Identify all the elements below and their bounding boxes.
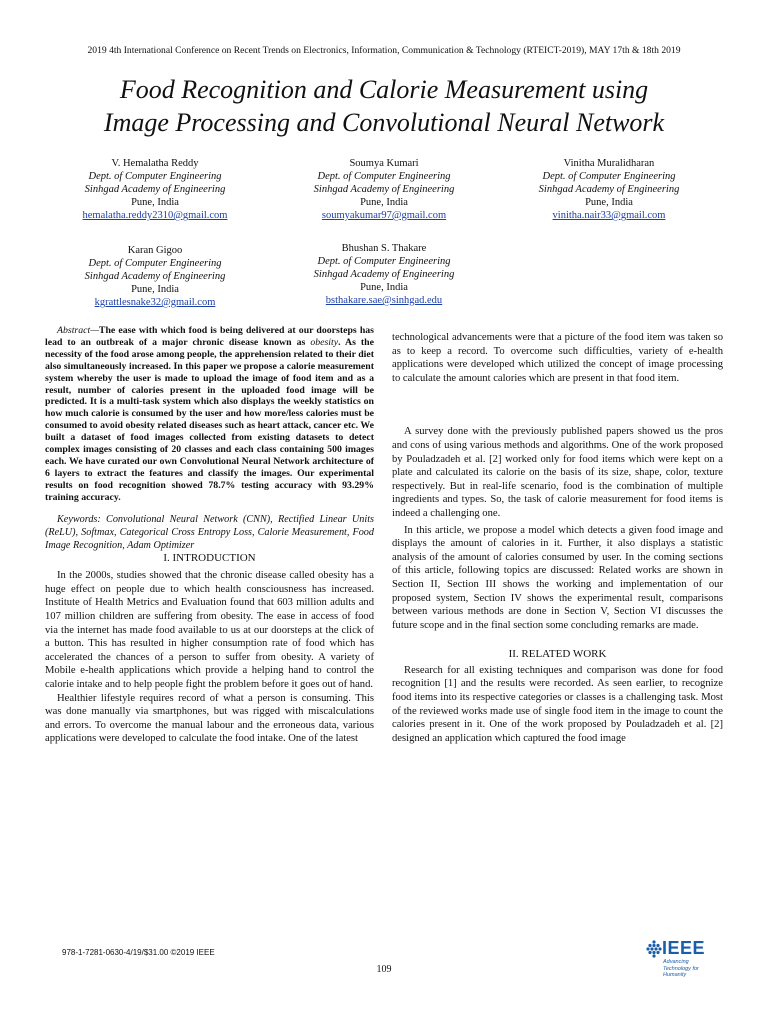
right-paragraph-2: A survey done with the previously published papers showed us the pros and cons of using various methods and algorithms. One of the work proposed by Pouladzadeh et al. [2] worked only for food items which were kept on a plate and calculated its calorie on the basis of its size, shape, color, texture respectively. But in real-life scenario, food is the combination of multiple ingredients and types. So, the task of calorie measurement for food items is indeed a challenging one.	[392, 426, 723, 519]
conference-header: 2019 4th International Conference on Recent Trends on Electronics, Information, Communication & Technology (RTEICT-2019), MAY 17th & 18th 2019	[87, 45, 681, 56]
page-number: 109	[376, 964, 392, 975]
right-paragraph-1: technological advancements were that a picture of the food item was taken so as to keep a record. To overcome such difficulties, variety of e-health applications were developed which utilized the concept of image processing to calculate the amount calories which are present in that food item.	[392, 332, 723, 384]
author-block	[269, 242, 499, 307]
abstract-obesity: obesity	[310, 336, 339, 348]
title-line-2: Image Processing and Convolutional Neural Network	[103, 108, 665, 137]
author-institution: Sinhgad Academy of Engineering	[313, 269, 455, 280]
abstract-text-1: The ease with which food is being delivered at our doorsteps has lead to an outbreak of a major chronic disease known as	[45, 325, 374, 348]
author-city: Pune, India	[360, 197, 408, 208]
author-email[interactable]: soumyakumar97@gmail.com	[321, 210, 447, 221]
author-email[interactable]: vinitha.nair33@gmail.com	[552, 210, 666, 221]
author-email[interactable]: bsthakare.sae@sinhgad.edu	[325, 295, 443, 306]
author-block	[40, 244, 270, 309]
author-city: Pune, India	[585, 197, 633, 208]
author-city: Pune, India	[360, 282, 408, 293]
section-heading-related-work: II. RELATED WORK	[508, 648, 607, 661]
author-dept: Dept. of Computer Engineering	[317, 256, 451, 267]
author-dept: Dept. of Computer Engineering	[317, 171, 451, 182]
author-dept: Dept. of Computer Engineering	[88, 171, 222, 182]
abstract-lead: Abstract—	[57, 325, 99, 336]
abstract-text-2: . As the necessity of the food arose among people, the apprehension related to their diet also simultaneously increased. In this paper we propose a calorie measurement system whereby the user is made to upload the image of food item and as a result, number of calories present in the uploaded food image will be predicted. It is a multi-task system which also displays the weekly statistics on how much calorie is consumed by the user and how more/less calories must be consumed to avoid obesity related diseases such as heart attack, cancer etc. We built a dataset of food images collected from existing datasets to detect complex images consisting of 20 classes and each class containing 500 images each. We have curated our own Convolutional Neural Network architecture of 6 layers to extract the features and classify the images. Our experimental results on food recognition showed 78.7% testing accuracy with 93.29% training accuracy.	[45, 336, 374, 503]
right-paragraph-3: In this article, we propose a model which detects a given food image and displays the amount of calories in it. Further, it also displays a statistic analysis of the amount of calories consumed by user. In the coming sections of this article, following topics are discussed: Related works are shown in Section II, Section III shows the working and implementation of our proposed system, Section IV shows the experimental result, comparisons between various methods are done in Section V, Section VI discusses the future scope and in the final section some concluding remarks are made.	[392, 524, 723, 631]
author-block	[40, 157, 270, 222]
keywords: Keywords: Convolutional Neural Network (CNN), Rectified Linear Units (ReLU), Softmax, Categorical Cross Entropy Loss, Calorie Measurement, Food Image Recognition, Adam Optimizer	[45, 513, 374, 551]
right-column	[392, 331, 723, 745]
related-work-paragraph: Research for all existing techniques and comparison was done for food recognition [1] and the results were recorded. As seen earlier, to recognize food items into its respective categories or classes is a challenging task. Most of the reviewed works made use of single food item in the image to count the calories present in it. One of the work proposed by Pouladzadeh et al. [2] designed an application which captured the food image	[392, 664, 723, 744]
author-dept: Dept. of Computer Engineering	[88, 258, 222, 269]
ieee-wordmark: IEEE	[662, 938, 706, 958]
author-institution: Sinhgad Academy of Engineering	[538, 184, 680, 195]
author-institution: Sinhgad Academy of Engineering	[84, 271, 226, 282]
author-block	[269, 157, 499, 222]
author-block	[494, 157, 724, 222]
author-city: Pune, India	[131, 284, 179, 295]
intro-paragraph-1: In the 2000s, studies showed that the chronic disease called obesity has a huge effect on people due to which health consciousness has increased. Institute of Health Metrics and Evaluation found that 603 million adults and 107 million children are suffering from obesity. The ease in access of food via the internet has made food available to us at our doorsteps at the click of a button. This has resulted in higher consumption rate of food which has accelerated the chances of a person to suffer from obesity. A variety of Mobile e-health applications which provide a helping hand to control the calorie intake and to help people fight the problem before it goes out of hand.	[45, 570, 374, 690]
isbn-copyright: 978-1-7281-0630-4/19/$31.00 ©2019 IEEE	[62, 948, 215, 957]
ieee-tagline: Advancing Technology for Humanity	[663, 959, 699, 978]
author-name: Soumya Kumari	[349, 158, 419, 169]
author-institution: Sinhgad Academy of Engineering	[84, 184, 226, 195]
author-name: Karan Gigoo	[127, 245, 183, 256]
author-email[interactable]: kgrattlesnake32@gmail.com	[94, 297, 216, 308]
ieee-dots-icon	[646, 940, 662, 958]
author-name: Vinitha Muralidharan	[563, 158, 655, 169]
author-name: V. Hemalatha Reddy	[111, 158, 199, 169]
abstract	[45, 325, 374, 504]
author-institution: Sinhgad Academy of Engineering	[313, 184, 455, 195]
left-column	[45, 325, 374, 746]
ieee-logo	[646, 938, 716, 978]
author-email[interactable]: hemalatha.reddy2310@gmail.com	[82, 210, 228, 221]
paper-title	[30, 73, 738, 139]
section-heading-introduction: I. INTRODUCTION	[163, 551, 256, 564]
title-line-1: Food Recognition and Calorie Measurement using	[119, 75, 649, 104]
author-dept: Dept. of Computer Engineering	[542, 171, 676, 182]
author-city: Pune, India	[131, 197, 179, 208]
intro-paragraph-2: Healthier lifestyle requires record of what a person is consuming. This was done manually via smartphones, but was rigged with miscalculations and errors. To overcome the manual labour and the erroneous data, various applications were developed to calculate the food intake. One of the latest	[45, 692, 374, 745]
author-name: Bhushan S. Thakare	[341, 243, 427, 254]
